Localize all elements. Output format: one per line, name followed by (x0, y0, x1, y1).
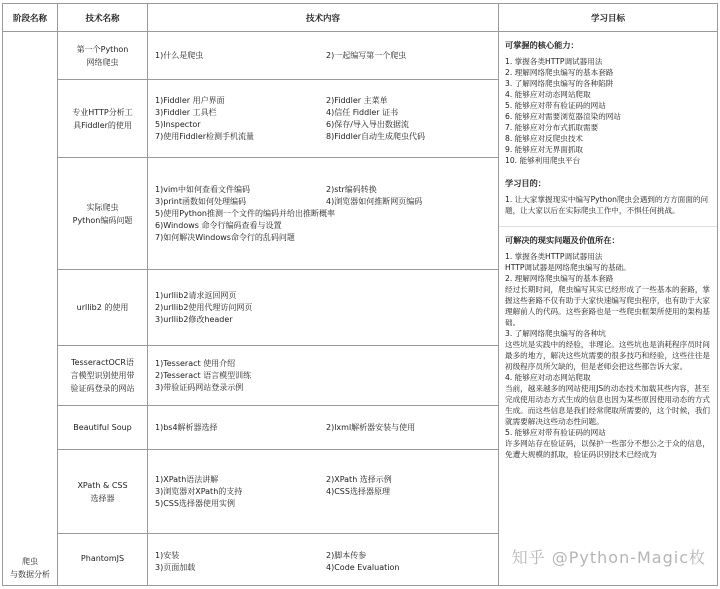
list-item: 2. 理解网络爬虫编写的基本套路 (505, 68, 614, 77)
stage-name: 爬虫 与数据分析 (10, 557, 50, 579)
tech-content: 1)什么是爬虫 2)一起编写第一个爬虫 (148, 32, 499, 80)
header-learning-goal: 学习目标 (499, 4, 718, 32)
tech-name: 实际爬虫 Python编码问题 (58, 158, 148, 270)
tech-name: 专业HTTP分析工 具Fiddler的使用 (58, 80, 148, 158)
list-item: 经过长期时间，爬虫编写其实已经形成了一些基本的套路，掌握这些套路不仅有助于大家快速编写爬虫程序，也有助于大家理解前人的代码。这些套路也是一些爬虫框架所使用的架构基础。 (505, 285, 711, 327)
table-row (3, 32, 718, 80)
tech-name: urllib2 的使用 (58, 270, 148, 346)
list-item: 5. 能够应对带有验证码的网站 (505, 101, 606, 110)
list-item: 1. 掌握各类HTTP调试器用法 (505, 57, 603, 66)
tech-content: 1)Fiddler 用户界面 2)Fiddler 主菜单 3)Fiddler 工具栏 4)信任 Fiddler 证书 5)Inspector 6)保存/导入导出数据流 7)使用Fiddler检测手机流量 8)Fiddler自动生成爬虫代码 (148, 80, 499, 158)
list-item: 4. 能够应对动态网站爬取 (505, 90, 591, 99)
tech-content: 1)XPath语法讲解 2)XPath 选择示例 3)浏览器对XPath的支持 4)CSS选择器原理 5)CSS选择器使用实例 (148, 450, 499, 534)
tech-content: 1)urllib2请求返回网页 2)urllib2使用代理访问网页 3)urllib2修改header (148, 270, 499, 346)
list-item: 1. 掌握各类HTTP调试器用法 (505, 252, 603, 261)
header-stage: 阶段名称 (3, 4, 58, 32)
header-row (3, 4, 718, 32)
header-tech-name: 技术名称 (58, 4, 148, 32)
list-item: 8. 能够应对反爬虫技术 (505, 134, 584, 143)
learning-goal-cell (499, 32, 718, 586)
purpose-text: 1. 让大家掌握现实中编写Python爬虫会遇到的方方面面的问题，让大家以后在实际爬虫工作中，不惧任何挑战。 (505, 195, 709, 215)
header-tech-content: 技术内容 (148, 4, 499, 32)
list-item: 当前，越来越多的网站使用JS的动态技术加载其些内容，甚至完成使用动态方式生成的信息也因为某些原因使用动态的方式生成。而这些信息是我们经常爬取所需要的，这个时候，我们就需要解决这些动态性问题。 (505, 384, 711, 426)
tech-content: 1)Tesseract 使用介绍 2)Tesseract 语言模型训练 3)带验证码网站登录示例 (148, 346, 499, 406)
watermark: 知乎 @Python-Magic枚 (511, 548, 706, 567)
tech-name: TesseractOCR语 言模型识别使用带 验证码登录的网站 (58, 346, 148, 406)
stage-cell (3, 32, 58, 586)
list-item: 3. 了解网络爬虫编写的各种坑 (505, 329, 606, 338)
curriculum-table (2, 3, 718, 586)
list-item: 许多网站存在验证码，以保护一些部分不想公之于众的信息，免遭大规模的抓取，验证码识别技术已经成为 (505, 439, 711, 459)
tech-name: 第一个Python 网络爬虫 (58, 32, 148, 80)
list-item: 6. 能够应对需要浏览器渲染的网站 (505, 112, 621, 121)
tech-name: Beautiful Soup (58, 406, 148, 450)
list-item: 9. 能够应对无界面抓取 (505, 145, 584, 154)
list-item: 5. 能够应对带有验证码的网站 (505, 428, 606, 437)
list-item: 7. 能够应对分布式抓取需要 (505, 123, 599, 132)
list-item: HTTP调试器是网络爬虫编写的基础。 (505, 263, 631, 272)
tech-content: 1)安装 2)脚本传参 3)页面加载 4)Code Evaluation (148, 534, 499, 586)
tech-content: 1)bs4解析器选择 2)lxml解析器安装与使用 (148, 406, 499, 450)
list-item: 这些坑是实践中的经验，非理论。这些坑也是消耗程序员时间最多的地方，解决这些坑需要的很多技巧和经验，这些往往是初级程序员所欠缺的，但是老师会把这些都告诉大家。 (505, 340, 711, 371)
tech-content: 1)vim中如何查看文件编码 2)str编码转换 3)print函数如何处理编码 4)浏览器如何推断网页编码 5)使用Python推测一个文件的编码并给出推断概率 6)Windows 命令行编码查看与设置 7)如何解决Windows命令行的乱码问题 (148, 158, 499, 270)
list-item: 10. 能够利用爬虫平台 (505, 156, 581, 165)
tech-name: XPath & CSS 选择器 (58, 450, 148, 534)
goal-heading-solutions: 可解决的现实问题及价值所在： (505, 235, 620, 245)
tech-name: PhantomJS (58, 534, 148, 586)
list-item: 3. 了解网络爬虫编写的各种陷阱 (505, 79, 614, 88)
list-item: 2. 理解网络爬虫编写的基本套路 (505, 274, 614, 283)
goal-heading-purpose: 学习目的： (505, 178, 546, 188)
goal-heading-abilities: 可掌握的核心能力： (505, 40, 579, 50)
list-item: 4. 能够应对动态网站爬取 (505, 373, 591, 382)
